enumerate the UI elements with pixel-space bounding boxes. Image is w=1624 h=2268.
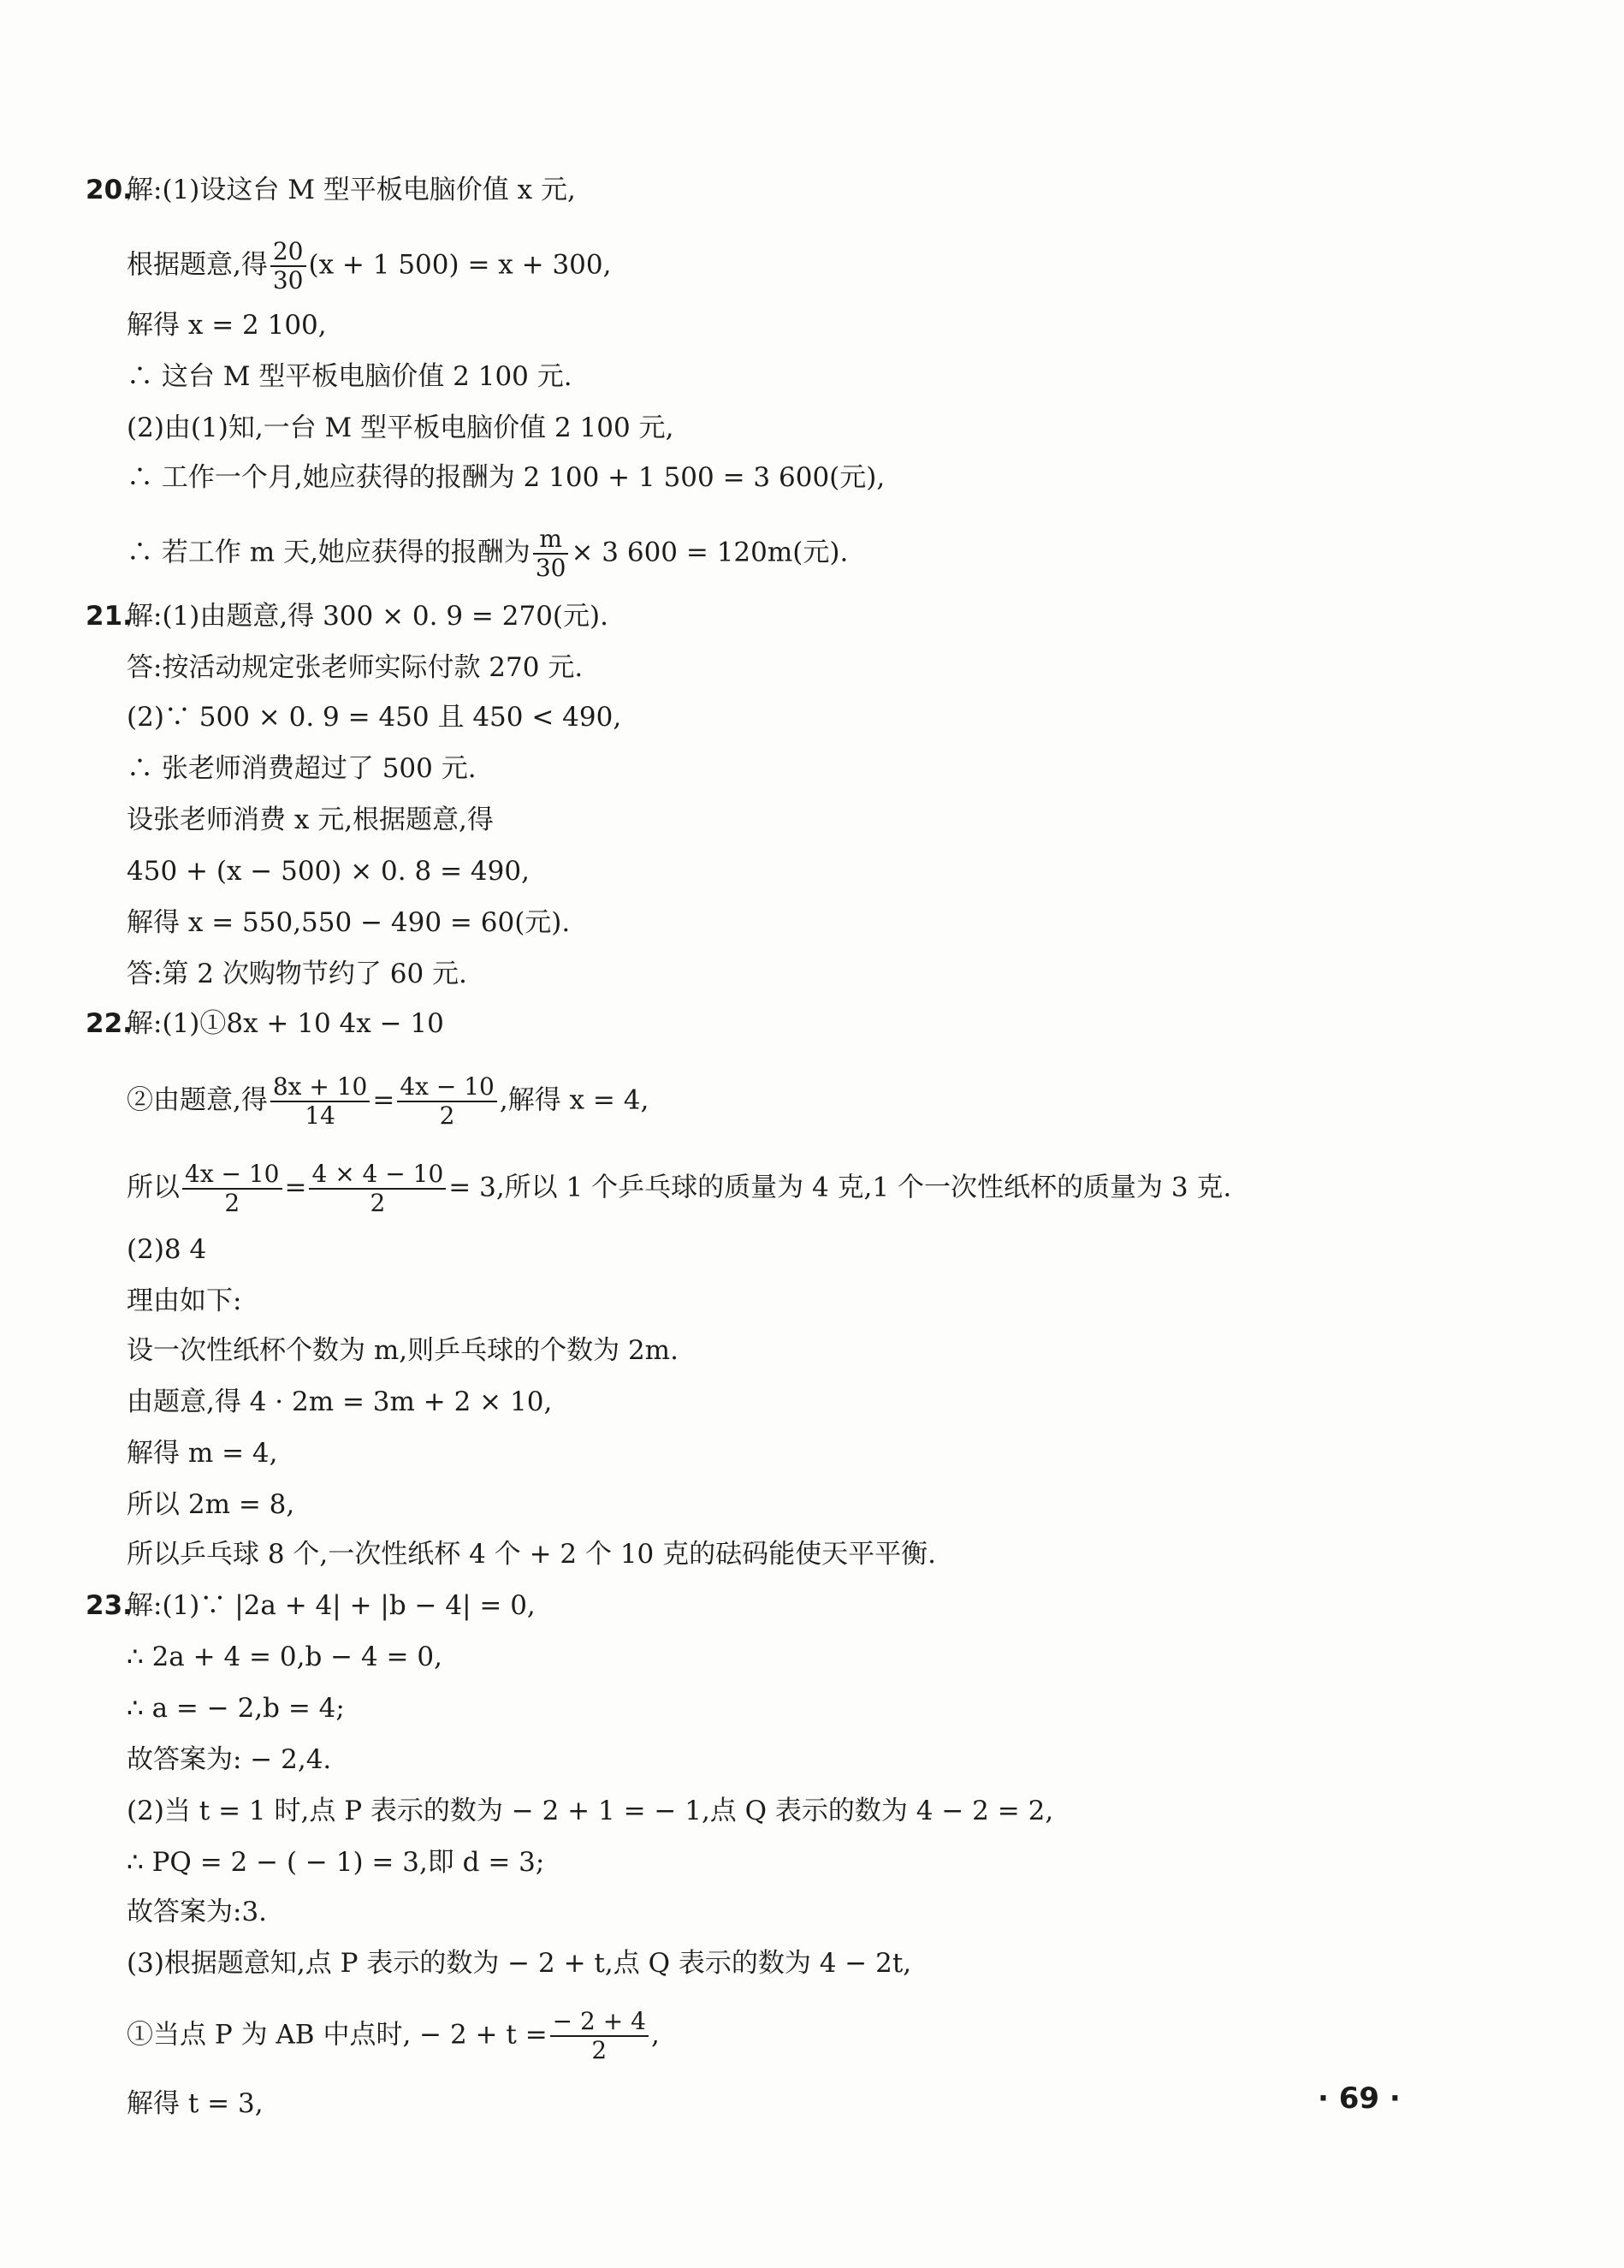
p22-line-3 xyxy=(127,1161,1231,1217)
p23-fraction xyxy=(550,2008,649,2064)
p23-line-5: (2)当 t = 1 时,点 P 表示的数为 − 2 + 1 = − 1,点 Q 表示的数为 4 − 2 = 2, xyxy=(127,1796,1054,1826)
p20-fraction-m xyxy=(533,525,569,582)
p21-line-4: ∴ 张老师消费超过了 500 元. xyxy=(127,753,477,784)
p20-line-2 xyxy=(127,238,611,294)
p22-line-4: (2)8 4 xyxy=(127,1234,207,1265)
p22-fraction-2 xyxy=(397,1073,497,1130)
p21-line-2: 答:按活动规定张老师实际付款 270 元. xyxy=(127,652,584,683)
fraction-numerator: 20 xyxy=(270,238,306,267)
p22-line-8: 解得 m = 4, xyxy=(127,1438,278,1469)
p21-line-7: 解得 x = 550,550 − 490 = 60(元). xyxy=(127,907,571,938)
problem-number-21: 21. xyxy=(86,601,133,632)
fraction-numerator: 4 × 4 − 10 xyxy=(309,1161,446,1190)
p23-line-9-text-a: ①当点 P 为 AB 中点时, − 2 + t = xyxy=(127,2019,548,2051)
fraction-denominator: 2 xyxy=(224,1189,240,1217)
p20-line-1: 解:(1)设这台 M 型平板电脑价值 x 元, xyxy=(127,175,576,205)
p21-line-1: 解:(1)由题意,得 300 × 0. 9 = 270(元). xyxy=(127,601,608,632)
problem-number-20: 20. xyxy=(86,175,133,205)
p22-line-5: 理由如下: xyxy=(127,1285,242,1316)
p20-line-5: (2)由(1)知,一台 M 型平板电脑价值 2 100 元, xyxy=(127,413,674,443)
p21-line-8: 答:第 2 次购物节约了 60 元. xyxy=(127,959,467,989)
p22-line-9: 所以 2m = 8, xyxy=(127,1489,295,1520)
fraction-numerator: − 2 + 4 xyxy=(550,2008,649,2037)
problem-number-23: 23. xyxy=(86,1590,133,1621)
fraction-denominator: 14 xyxy=(305,1101,335,1130)
page-number: · 69 · xyxy=(1318,2081,1401,2116)
p21-line-6: 450 + (x − 500) × 0. 8 = 490, xyxy=(127,856,530,887)
p23-line-1: 解:(1)∵ |2a + 4| + |b − 4| = 0, xyxy=(127,1590,536,1621)
fraction-denominator: 2 xyxy=(439,1101,455,1130)
p21-line-3: (2)∵ 500 × 0. 9 = 450 且 450 < 490, xyxy=(127,702,622,733)
fraction-numerator: 8x + 10 xyxy=(270,1073,370,1102)
equals-sign: = xyxy=(284,1172,307,1203)
p23-line-9 xyxy=(127,2008,660,2064)
fraction-numerator: m xyxy=(533,525,569,555)
p20-line-7-text-a: ∴ 若工作 m 天,她应获得的报酬为 xyxy=(127,537,530,568)
p21-line-5: 设张老师消费 x 元,根据题意,得 xyxy=(127,804,494,835)
p22-line-2-text-a: ②由题意,得 xyxy=(127,1084,268,1116)
p22-line-3-text-b: = 3,所以 1 个乒乓球的质量为 4 克,1 个一次性纸杯的质量为 3 克. xyxy=(448,1172,1232,1203)
fraction-denominator: 2 xyxy=(370,1189,386,1217)
fraction-numerator: 4x − 10 xyxy=(182,1161,282,1190)
fraction-denominator: 30 xyxy=(272,266,304,294)
p22-line-3-text-a: 所以 xyxy=(127,1172,180,1203)
p22-line-6: 设一次性纸杯个数为 m,则乒乓球的个数为 2m. xyxy=(127,1335,679,1366)
p20-line-4: ∴ 这台 M 型平板电脑价值 2 100 元. xyxy=(127,361,572,392)
p23-line-7: 故答案为:3. xyxy=(127,1897,268,1927)
fraction-denominator: 30 xyxy=(535,554,566,582)
p23-line-10: 解得 t = 3, xyxy=(127,2088,264,2119)
p20-fraction xyxy=(270,238,306,294)
p20-line-6: ∴ 工作一个月,她应获得的报酬为 2 100 + 1 500 = 3 600(元), xyxy=(127,462,886,493)
p22-fraction-3 xyxy=(182,1161,282,1217)
p23-line-2: ∴ 2a + 4 = 0,b − 4 = 0, xyxy=(127,1642,442,1672)
equals-sign: = xyxy=(372,1084,395,1116)
p22-fraction-4 xyxy=(309,1161,446,1217)
p23-line-6: ∴ PQ = 2 − ( − 1) = 3,即 d = 3; xyxy=(127,1847,545,1878)
p20-line-3: 解得 x = 2 100, xyxy=(127,310,327,341)
p23-line-3: ∴ a = − 2,b = 4; xyxy=(127,1693,345,1724)
fraction-denominator: 2 xyxy=(591,2036,608,2064)
p23-line-8: (3)根据题意知,点 P 表示的数为 − 2 + t,点 Q 表示的数为 4 − 2t, xyxy=(127,1948,912,1979)
problem-number-22: 22. xyxy=(86,1008,133,1039)
fraction-numerator: 4x − 10 xyxy=(397,1073,497,1102)
p23-line-9-text-b: , xyxy=(650,2019,660,2051)
p20-line-7 xyxy=(127,525,848,582)
p20-line-2-text-b: (x + 1 500) = x + 300, xyxy=(308,249,612,281)
p22-line-2 xyxy=(127,1073,649,1130)
p23-line-4: 故答案为: − 2,4. xyxy=(127,1744,332,1775)
p22-line-7: 由题意,得 4 · 2m = 3m + 2 × 10, xyxy=(127,1386,553,1417)
p22-line-2-text-b: ,解得 x = 4, xyxy=(499,1084,649,1116)
p22-line-10: 所以乒乓球 8 个,一次性纸杯 4 个 + 2 个 10 克的砝码能使天平平衡. xyxy=(127,1539,936,1570)
p20-line-2-text-a: 根据题意,得 xyxy=(127,249,268,281)
p22-line-1: 解:(1)①8x + 10 4x − 10 xyxy=(127,1008,444,1039)
p20-line-7-text-b: × 3 600 = 120m(元). xyxy=(571,537,849,568)
p22-fraction-1 xyxy=(270,1073,370,1130)
